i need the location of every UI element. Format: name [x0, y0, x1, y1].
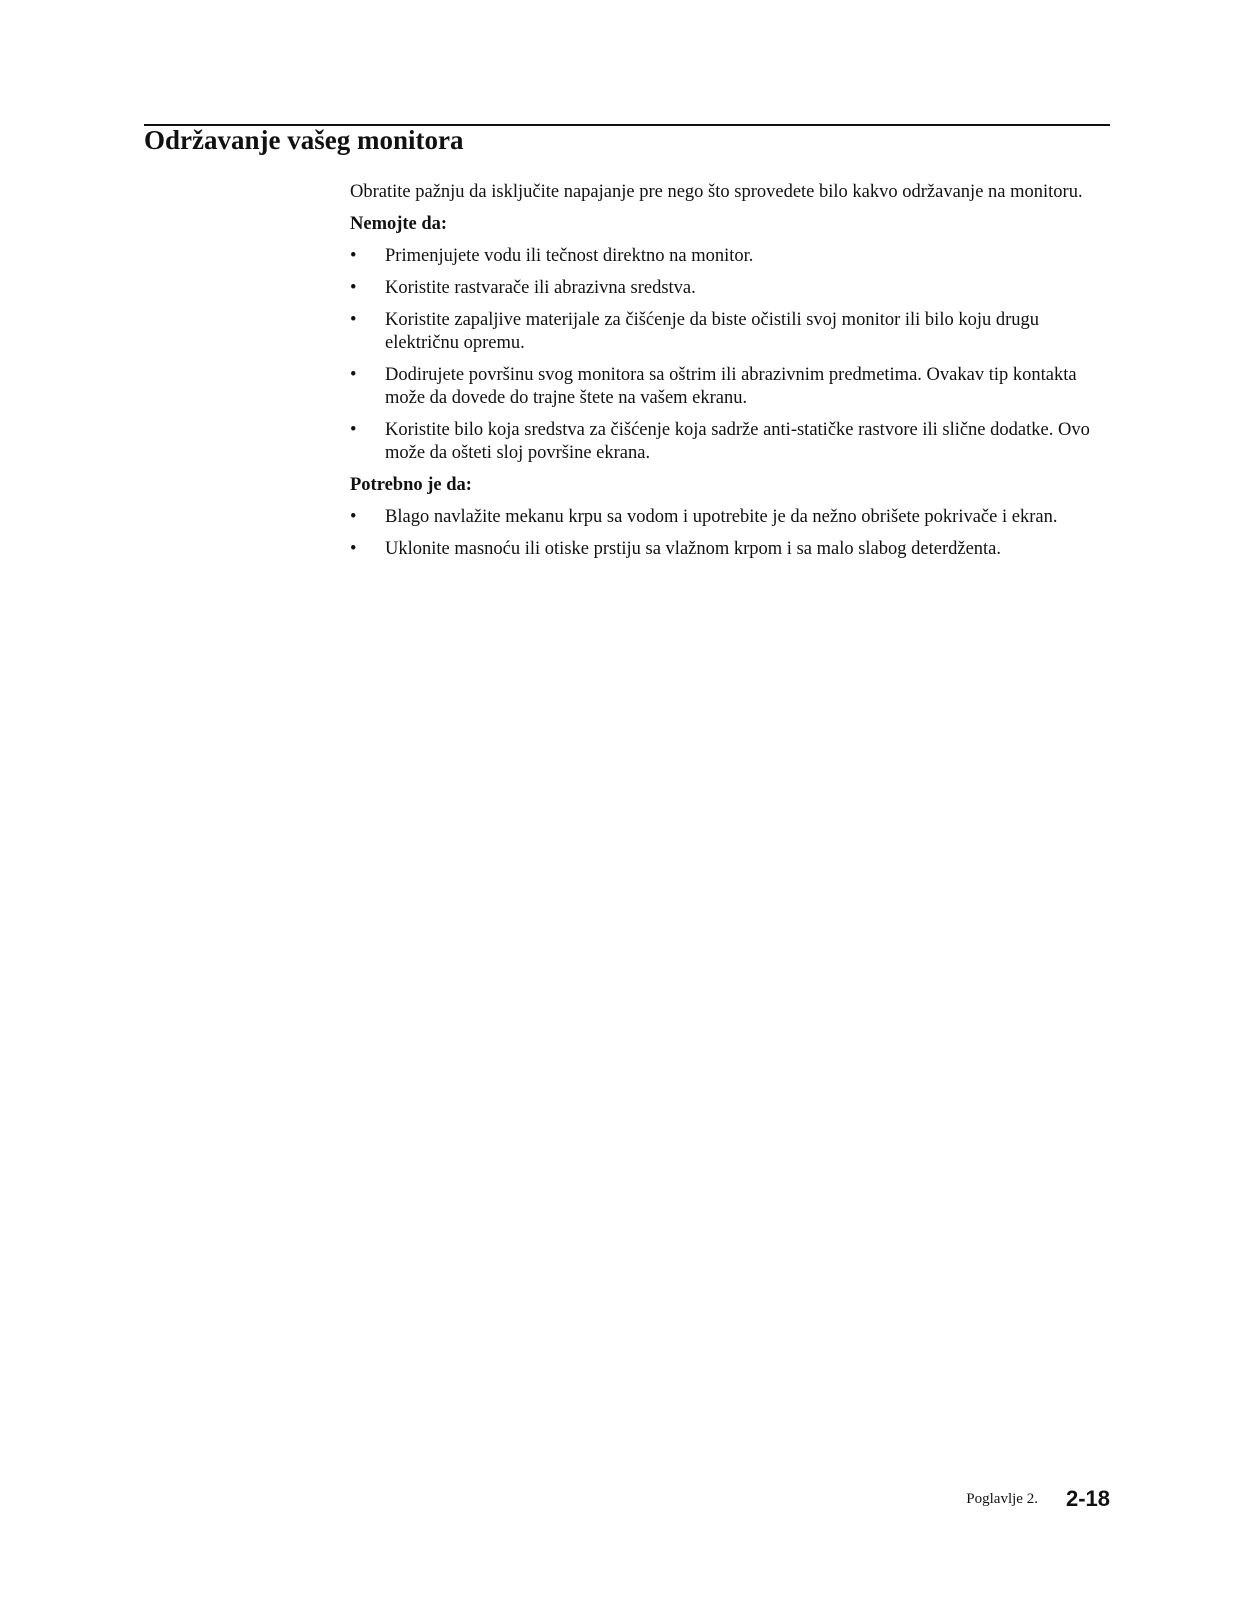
list-item-text: Uklonite masnoću ili otiske prstiju sa vlažnom krpom i sa malo slabog deterdženta.: [385, 539, 1002, 559]
list-item-text: Koristite rastvarače ili abrazivna sredstva.: [385, 278, 696, 298]
page-footer: [966, 1486, 1110, 1512]
list-item: [350, 309, 1115, 355]
intro-paragraph: Obratite pažnju da isključite napajanje pre nego što sprovedete bilo kakvo održavanje na monitoru.: [350, 182, 1083, 202]
bullet-icon: •: [350, 246, 357, 266]
page-number: 2-18: [1065, 1486, 1110, 1511]
chapter-label: Poglavlje 2.: [966, 1490, 1038, 1507]
bullet-icon: •: [350, 365, 357, 385]
list-item-text: Blago navlažite mekanu krpu sa vodom i upotrebite je da nežno obrišete pokrivače i ekran.: [385, 507, 1058, 527]
list-item: [350, 538, 1115, 561]
do-list: [350, 506, 1115, 561]
list-item-text: Primenjujete vodu ili tečnost direktno na monitor.: [385, 246, 754, 266]
list-item: [350, 419, 1115, 465]
bullet-icon: •: [350, 539, 357, 559]
main-content: [350, 181, 1115, 570]
bullet-icon: •: [350, 420, 357, 440]
bullet-icon: •: [350, 310, 357, 330]
bullet-icon: •: [350, 278, 357, 298]
list-item-text: Koristite zapaljive materijale za čišćenje da biste očistili svoj monitor ili bilo koju drugu električnu opremu.: [385, 310, 1040, 353]
list-item: [350, 245, 1115, 268]
page-title: Održavanje vašeg monitora: [144, 125, 464, 155]
do-heading: Potrebno je da:: [350, 475, 472, 495]
list-item-text: Koristite bilo koja sredstva za čišćenje koja sadrže anti-statičke rastvore ili slične dodatke. Ovo može da ošteti sloj površine ekrana.: [385, 420, 1090, 463]
list-item: [350, 277, 1115, 300]
dont-heading: Nemojte da:: [350, 214, 448, 234]
list-item-text: Dodirujete površinu svog monitora sa oštrim ili abrazivnim predmetima. Ovakav tip kontakta može da dovede do trajne štete na vašem ekranu.: [385, 365, 1077, 408]
list-item: [350, 506, 1115, 529]
dont-list: [350, 245, 1115, 465]
bullet-icon: •: [350, 507, 357, 527]
list-item: [350, 364, 1115, 410]
